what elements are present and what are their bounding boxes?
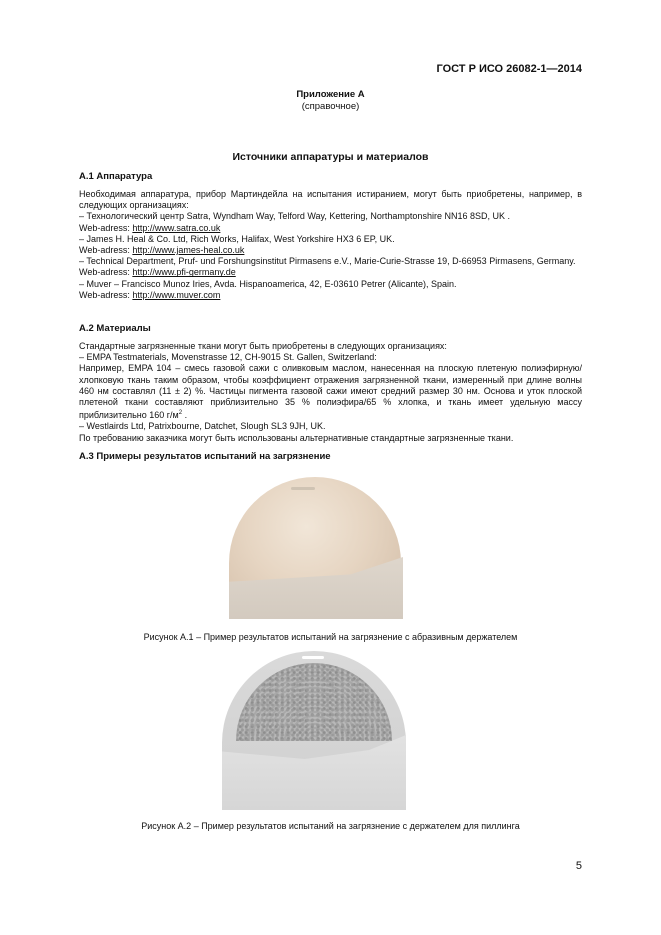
web-muver — [79, 290, 582, 301]
unit-superscript: 2 — [178, 410, 183, 417]
section-a2-heading: А.2 Материалы — [79, 323, 151, 334]
figure-a2-caption: Рисунок А.2 – Пример результатов испытаний на загрязнение с держателем для пиллинга — [141, 821, 520, 831]
link-pfi[interactable]: http://www.pfi-germany.de — [132, 267, 236, 278]
holder-mark — [302, 656, 324, 659]
link-muver[interactable]: http://www.muver.com — [132, 289, 221, 300]
section-a1-intro: Необходимая аппаратура, прибор Мартиндейла на испытания истиранием, могут быть приобретены, например, в следующих организациях: — [79, 189, 582, 211]
supplier-empa: – EMPA Testmaterials, Movenstrasse 12, CH-9015 St. Gallen, Switzerland: — [79, 352, 377, 363]
section-a2-body — [79, 341, 582, 444]
holder-mark — [291, 487, 315, 490]
empa-description — [79, 363, 582, 421]
supplier-westlairds: – Westlairds Ltd, Patrixbourne, Datchet, Slough SL3 9JH, UK. — [79, 421, 326, 432]
figure-a1-image — [229, 477, 403, 619]
web-label: Web-adress: — [79, 267, 133, 278]
supplier-muver: – Muver – Francisco Munoz Iries, Avda. Hispanoamerica, 42, E-03610 Petrer (Alicante), Spain. — [79, 278, 457, 289]
annex-subtitle: (справочное) — [301, 101, 360, 112]
figure-a1-caption: Рисунок А.1 – Пример результатов испытаний на загрязнение с абразивным держателем — [143, 632, 518, 642]
web-satra — [79, 223, 582, 234]
empa-description-text: Например, EMPA 104 – смесь газовой сажи с оливковым маслом, нанесенная на плоскую плетеную полиэфирную/хлопковую ткань таким образом, чтобы коэффициент отражения загрязненной ткани, измеренный при длине волны 460 нм составлял (11 ± 2) %. Частицы пигмента газовой сажи имеют средний размер 30 нм. Основа и уток плоской плетеной ткани составляют приблизительно 35 % полиэфира/65 % хлопка, и ткань имеет удельную массу приблизительно 160 г/м — [79, 363, 582, 421]
web-label: Web-adress: — [79, 222, 133, 233]
main-heading: Источники аппаратуры и материалов — [232, 151, 429, 163]
figure-a2-image — [222, 651, 406, 810]
supplier-pfi: – Technical Department, Pruf- und Forshungsinstitut Pirmasens e.V., Marie-Curie-Strasse 19, D-66953 Pirmasens, Germany. — [79, 256, 576, 267]
supplier-satra: – Технологический центр Satra, Wyndham Way, Telford Way, Kettering, Northamptonshire NN16 8SD, UK . — [79, 211, 510, 222]
alternative-note: По требованию заказчика могут быть использованы альтернативные стандартные загрязненные ткани. — [79, 432, 514, 443]
section-a3-heading: А.3 Примеры результатов испытаний на загрязнение — [79, 451, 331, 462]
web-james-heal — [79, 245, 582, 256]
empa-description-end: . — [182, 410, 188, 421]
supplier-james-heal: – James H. Heal & Co. Ltd, Rich Works, Halifax, West Yorkshire HX3 6 EP, UK. — [79, 233, 395, 244]
web-label: Web-adress: — [79, 289, 133, 300]
page-number: 5 — [575, 860, 582, 872]
web-label: Web-adress: — [79, 245, 133, 256]
link-satra[interactable]: http://www.satra.co.uk — [132, 222, 221, 233]
standard-code: ГОСТ Р ИСО 26082-1—2014 — [436, 63, 582, 75]
link-james-heal[interactable]: http://www.james-heal.co.uk — [132, 245, 245, 256]
annex-title: Приложение А — [296, 89, 365, 100]
section-a2-intro: Стандартные загрязненные ткани могут быть приобретены в следующих организациях: — [79, 341, 447, 351]
section-a1-heading: А.1 Аппаратура — [79, 171, 153, 182]
section-a1-body — [79, 189, 582, 301]
web-pfi — [79, 267, 582, 278]
